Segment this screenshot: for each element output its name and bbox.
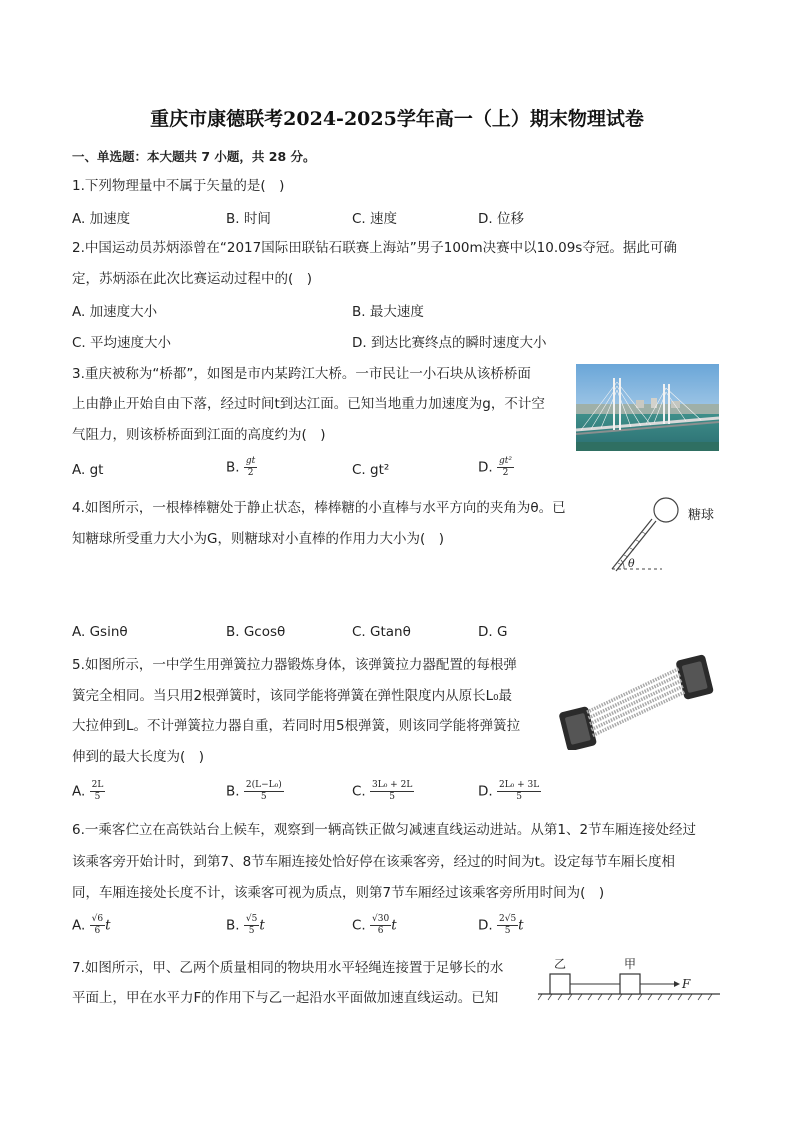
fraction-denominator: 5 — [516, 792, 522, 802]
candy-ball-label: 糖球 — [688, 508, 715, 523]
q5-option-c-fraction — [370, 780, 414, 803]
time-variable: t — [105, 917, 111, 934]
q5-option-a — [72, 780, 105, 803]
fraction-numerator: gt — [245, 456, 256, 466]
q4-option-b: B. Gcosθ — [226, 624, 286, 640]
question-3-line-2: 上由静止开始自由下落，经过时间t到达江面。已知当地重力加速度为g，不计空 — [72, 396, 545, 412]
q5-option-a-fraction — [90, 780, 106, 803]
q5-option-d-fraction — [497, 780, 541, 803]
question-2-line-2: 定，苏炳添在此次比赛运动过程中的( ) — [72, 271, 313, 287]
q5-option-d — [478, 780, 541, 803]
q5-option-d-label: D. — [478, 783, 493, 800]
q6-option-d — [478, 914, 524, 937]
fraction-denominator: 6 — [377, 926, 384, 936]
q1-option-c: C. 速度 — [352, 211, 398, 227]
time-variable: t — [518, 917, 524, 934]
q3-option-c-text: C. gt² — [352, 462, 390, 478]
fraction-denominator: 2 — [247, 468, 254, 478]
fraction-numerator: 2L₀ + 3L — [498, 780, 540, 790]
q4-option-d: D. G — [478, 624, 508, 640]
q4-option-c: C. Gtanθ — [352, 624, 411, 640]
fraction-numerator: 2√5 — [498, 914, 517, 924]
q6-option-d-label: D. — [478, 917, 493, 934]
q1-option-b: B. 时间 — [226, 211, 271, 227]
q2-option-b: B. 最大速度 — [352, 304, 424, 320]
fraction-numerator: 3L₀ + 2L — [372, 780, 413, 790]
q6-option-a-fraction — [90, 914, 105, 937]
q3-option-c — [352, 462, 389, 478]
question-1-stem: 1.下列物理量中不属于矢量的是( ) — [72, 178, 285, 194]
q5-option-a-label: A. — [72, 783, 86, 800]
fraction-numerator: √6 — [91, 914, 104, 924]
fraction-numerator: 2L — [91, 780, 104, 790]
question-7-line-1: 7.如图所示，甲、乙两个质量相同的物块用水平轻绳连接置于足够长的水 — [72, 960, 504, 976]
fraction-numerator: √5 — [245, 914, 258, 924]
q1-option-a: A. 加速度 — [72, 211, 131, 227]
block-jia-label: 甲 — [624, 957, 637, 971]
fraction-numerator: 2(L−L₀) — [245, 780, 282, 790]
angle-label: θ — [628, 557, 635, 570]
question-5-line-3: 大拉伸到L。不计弹簧拉力器自重，若同时用5根弹簧，则该同学能将弹簧拉 — [72, 718, 521, 734]
q2-option-a: A. 加速度大小 — [72, 304, 158, 320]
q6-option-c-fraction — [370, 914, 391, 937]
question-5-line-2: 簧完全相同。当只用2根弹簧时，该同学能将弹簧在弹性限度内从原长L₀最 — [72, 688, 513, 704]
q3-option-d-fraction — [497, 456, 514, 479]
q6-option-c-label: C. — [352, 917, 366, 934]
q6-option-b-fraction — [244, 914, 259, 937]
question-7-line-2: 平面上，甲在水平力F的作用下与乙一起沿水平面做加速直线运动。已知 — [72, 990, 499, 1006]
q6-option-b-label: B. — [226, 917, 240, 934]
fraction-denominator: 5 — [504, 926, 511, 936]
q6-option-b — [226, 914, 265, 937]
question-5-line-4: 伸到的最大长度为( ) — [72, 749, 205, 765]
question-2-line-1: 2.中国运动员苏炳添曾在“2017国际田联钻石联赛上海站”男子100m决赛中以10.09s夺冠。据此可确 — [72, 240, 677, 256]
q3-option-b-label: B. — [226, 459, 240, 476]
question-3-line-1: 3.重庆被称为“桥都”，如图是市内某跨江大桥。一市民让一小石块从该桥桥面 — [72, 366, 531, 382]
force-label: F — [682, 977, 691, 991]
q5-option-c-label: C. — [352, 783, 366, 800]
page-title: 重庆市康德联考2024-2025学年高一（上）期末物理试卷 — [150, 108, 644, 130]
q3-option-b — [226, 456, 257, 479]
bridge-photo — [576, 364, 719, 451]
q6-option-a — [72, 914, 111, 937]
spring-expander-photo — [548, 654, 724, 750]
section-heading: 一、单选题：本大题共 7 小题，共 28 分。 — [72, 149, 316, 164]
q5-option-c — [352, 780, 414, 803]
q1-option-d: D. 位移 — [478, 211, 524, 227]
q5-option-b — [226, 780, 284, 803]
fraction-denominator: 6 — [94, 926, 101, 936]
fraction-denominator: 2 — [502, 468, 509, 478]
q3-option-a — [72, 462, 103, 478]
q2-option-c: C. 平均速度大小 — [72, 335, 172, 351]
q3-option-d-label: D. — [478, 459, 493, 476]
fraction-denominator: 5 — [260, 792, 267, 802]
q3-option-d — [478, 456, 514, 479]
fraction-denominator: 5 — [94, 792, 101, 802]
q6-option-a-label: A. — [72, 917, 86, 934]
fraction-numerator: √30 — [372, 914, 390, 924]
q6-option-d-fraction — [497, 914, 518, 937]
fraction-numerator: gt² — [498, 456, 512, 466]
q3-option-a-text: A. gt — [72, 462, 104, 478]
q5-option-b-fraction — [244, 780, 284, 803]
question-4-line-1: 4.如图所示，一根棒棒糖处于静止状态，棒棒糖的小直棒与水平方向的夹角为θ。已 — [72, 500, 566, 516]
question-6-line-2: 该乘客旁开始计时，到第7、8节车厢连接处恰好停在该乘客旁，经过的时间为t。设定每节车厢长度相 — [72, 854, 675, 870]
fraction-denominator: 5 — [248, 926, 255, 936]
question-3-line-3: 气阻力，则该桥桥面到江面的高度约为( ) — [72, 427, 326, 443]
block-yi-label: 乙 — [554, 957, 567, 971]
q2-option-d: D. 到达比赛终点的瞬时速度大小 — [352, 335, 547, 351]
q3-option-b-fraction — [244, 456, 257, 479]
q4-option-a: A. Gsinθ — [72, 624, 128, 640]
time-variable: t — [391, 917, 397, 934]
q5-option-b-label: B. — [226, 783, 240, 800]
fraction-denominator: 5 — [389, 792, 396, 802]
question-6-line-3: 同，车厢连接处长度不计，该乘客可视为质点，则第7节车厢经过该乘客旁所用时间为( ) — [72, 885, 605, 901]
question-5-line-1: 5.如图所示，一中学生用弹簧拉力器锻炼身体，该弹簧拉力器配置的每根弹 — [72, 657, 517, 673]
blocks-diagram — [534, 952, 724, 1002]
time-variable: t — [259, 917, 265, 934]
question-4-line-2: 知糖球所受重力大小为G，则糖球对小直棒的作用力大小为( ) — [72, 531, 444, 547]
question-6-line-1: 6.一乘客伫立在高铁站台上候车，观察到一辆高铁正做匀减速直线运动进站。从第1、2节车厢连接处经过 — [72, 822, 697, 838]
q6-option-c — [352, 914, 397, 937]
lollipop-diagram — [600, 495, 730, 585]
